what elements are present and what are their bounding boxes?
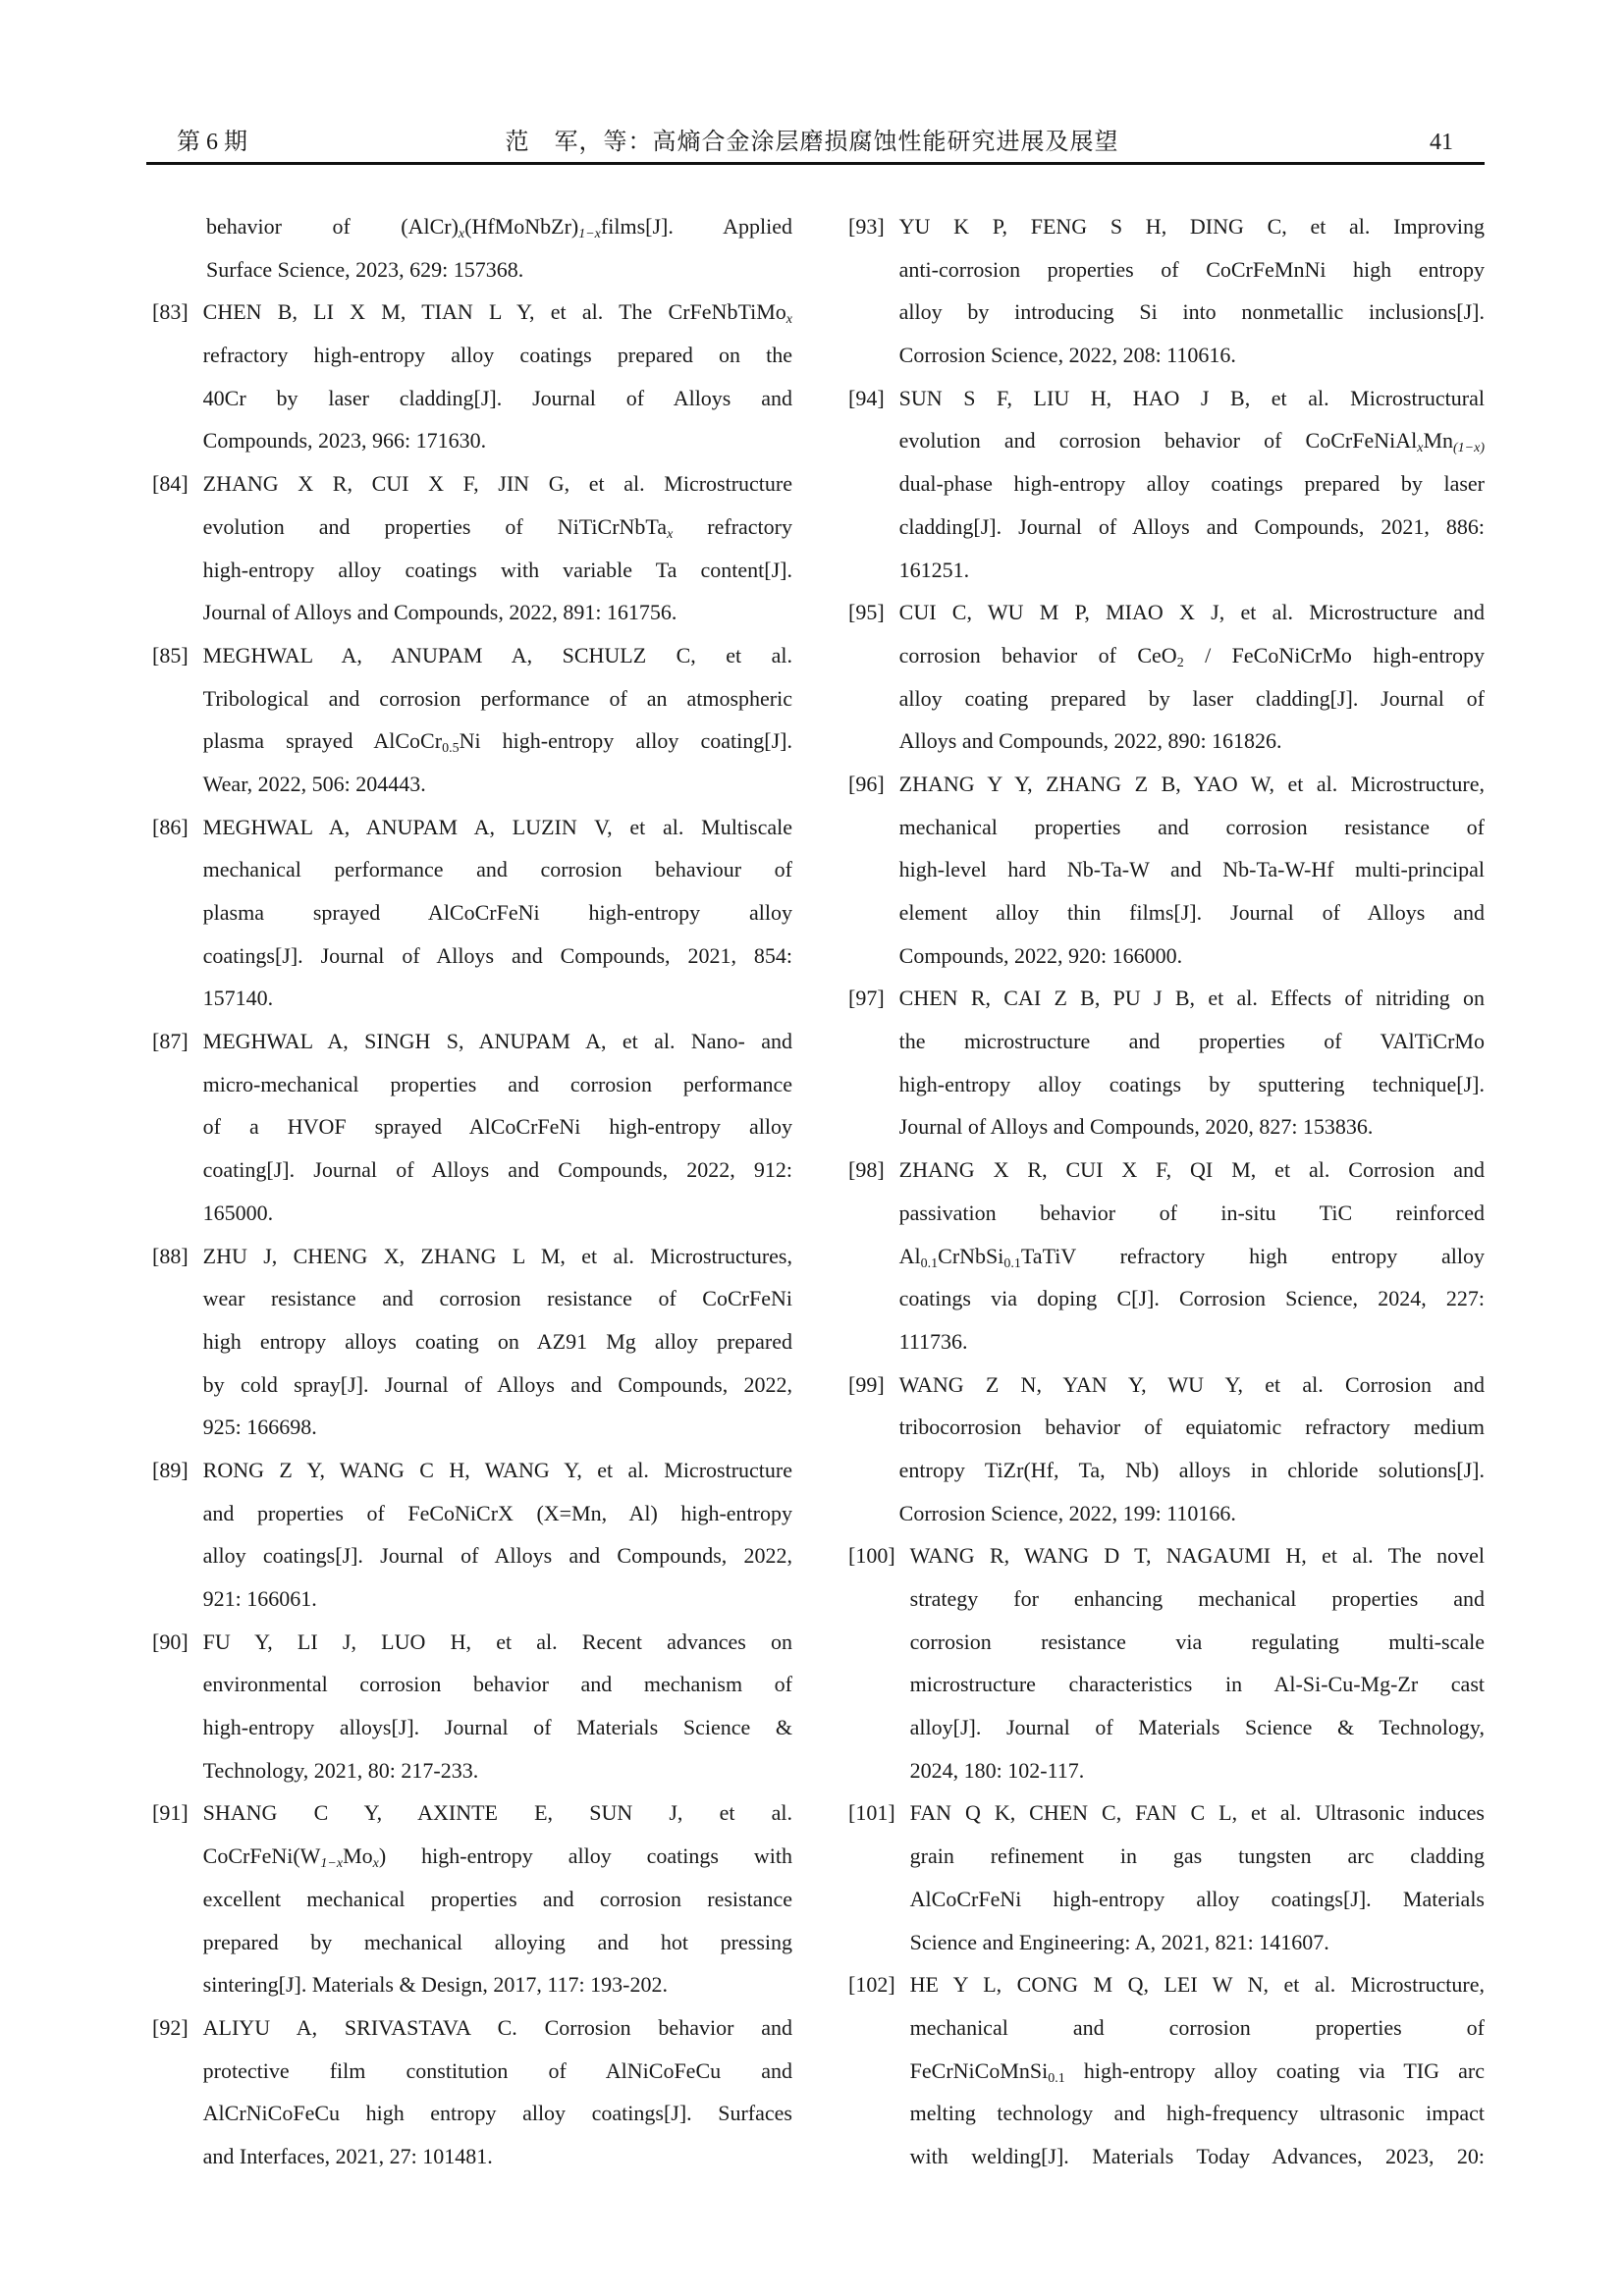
reference-list-right-column <box>848 205 1485 2178</box>
header-rule <box>146 162 1485 165</box>
text-run: corrosion resistance via regulating multi-scale <box>909 1629 1485 1654</box>
reference-entry <box>152 1020 792 1234</box>
text-run: protective film constitution of AlNiCoFeCu and <box>202 2057 792 2083</box>
reference-line <box>203 334 792 377</box>
reference-line <box>899 334 1485 377</box>
reference-line <box>203 1277 792 1320</box>
text-run: Compounds, 2023, 966: 171630. <box>202 428 487 454</box>
text-run: strategy for enhancing mechanical properties and <box>909 1586 1485 1611</box>
reference-text <box>899 591 1485 763</box>
subscript: 1−x <box>578 227 601 241</box>
text-run: 925: 166698. <box>202 1415 317 1440</box>
text-run: Ni high-entropy alloy coating[J]. <box>459 728 792 754</box>
reference-line <box>203 1020 792 1063</box>
text-run: behavior of (AlCr) <box>206 214 459 239</box>
text-run: Corrosion Science, 2022, 208: 110616. <box>898 343 1236 368</box>
reference-entry <box>848 763 1485 977</box>
reference-line <box>203 1105 792 1148</box>
reference-line <box>910 2006 1485 2050</box>
reference-line <box>910 1921 1485 1964</box>
reference-line <box>910 1663 1485 1706</box>
reference-line <box>910 2135 1485 2178</box>
reference-line <box>899 1235 1485 1278</box>
text-run: excellent mechanical properties and corrosion resistance <box>202 1886 792 1911</box>
reference-line <box>899 1320 1485 1363</box>
reference-number: [101] <box>848 1800 895 1826</box>
journal-issue: 第 6 期 <box>177 130 247 155</box>
text-run: TaTiV refractory high entropy alloy <box>1020 1243 1485 1268</box>
text-run: CoCrFeNi(W <box>202 1843 321 1869</box>
text-run: 157140. <box>202 986 274 1011</box>
running-title: 范 军，等：高熵合金涂层磨损腐蚀性能研究进展及展望 <box>505 130 1119 155</box>
text-run: passivation behavior of in-situ TiC reinforced <box>898 1200 1485 1225</box>
text-run: grain refinement in gas tungsten arc cladding <box>909 1843 1485 1869</box>
reference-line <box>899 1277 1485 1320</box>
reference-number: [85] <box>152 642 189 667</box>
reference-number: [89] <box>152 1457 189 1482</box>
reference-line <box>899 549 1485 592</box>
text-run: alloy[J]. Journal of Materials Science & Technology, <box>909 1715 1485 1740</box>
subscript: (1−x) <box>1453 441 1485 456</box>
reference-text <box>203 2006 792 2178</box>
text-run: mechanical and corrosion properties of <box>909 2014 1485 2040</box>
text-run: FeCrNiCoMnSi <box>909 2057 1049 2083</box>
reference-text <box>910 1534 1485 1791</box>
reference-line <box>203 848 792 891</box>
text-run: Corrosion Science, 2022, 199: 110166. <box>898 1500 1236 1525</box>
reference-text <box>899 977 1485 1148</box>
text-run: wear resistance and corrosion resistance of CoCrFeNi <box>202 1286 792 1311</box>
text-run: dual-phase high-entropy alloy coatings prepared by laser <box>898 471 1485 497</box>
text-run: micro-mechanical properties and corrosion performance <box>202 1071 792 1096</box>
reference-number: [83] <box>152 299 189 325</box>
reference-text <box>203 462 792 634</box>
reference-number: [97] <box>848 986 885 1011</box>
text-run: RONG Z Y, WANG C H, WANG Y, et al. Microstructure <box>202 1457 792 1482</box>
reference-entry <box>152 2006 792 2178</box>
reference-entry <box>152 1621 792 1792</box>
text-run: / FeCoNiCrMo high-entropy <box>1183 642 1485 667</box>
text-run: Wear, 2022, 506: 204443. <box>202 771 426 796</box>
reference-line <box>899 720 1485 763</box>
reference-line <box>899 891 1485 934</box>
text-run: ZHU J, CHENG X, ZHANG L M, et al. Microstructures, <box>202 1243 792 1268</box>
text-run: CrNbSi <box>938 1243 1004 1268</box>
reference-line <box>910 1835 1485 1878</box>
text-run: alloy by introducing Si into nonmetallic inclusions[J]. <box>898 299 1485 325</box>
reference-line <box>899 377 1485 420</box>
text-run: 2024, 180: 102-117. <box>909 1757 1085 1783</box>
reference-line <box>203 1706 792 1749</box>
reference-text <box>203 1235 792 1449</box>
reference-line <box>910 1791 1485 1835</box>
text-run: ZHANG Y Y, ZHANG Z B, YAO W, et al. Microstructure, <box>898 771 1485 796</box>
text-run: refractory <box>673 513 792 539</box>
reference-line <box>899 506 1485 549</box>
reference-line <box>910 1534 1485 1577</box>
reference-line <box>206 248 792 292</box>
text-run: the microstructure and properties of VAlTiCrMo <box>898 1029 1485 1054</box>
reference-text <box>910 1963 1485 2177</box>
reference-line <box>203 1406 792 1449</box>
text-run: evolution and properties of NiTiCrNbTa <box>202 513 668 539</box>
text-run: ) high-entropy alloy coatings with <box>378 1843 792 1869</box>
reference-line <box>910 1577 1485 1621</box>
reference-entry <box>152 462 792 634</box>
text-run: high-entropy alloys[J]. Journal of Materials Science & <box>202 1715 792 1740</box>
reference-text <box>203 291 792 462</box>
reference-number: [91] <box>152 1800 189 1826</box>
reference-text <box>899 377 1485 591</box>
text-run: Compounds, 2022, 920: 166000. <box>898 942 1183 968</box>
reference-line <box>203 1835 792 1878</box>
text-run: AlCoCrFeNi high-entropy alloy coatings[J]. Materials <box>909 1886 1485 1911</box>
text-run: Technology, 2021, 80: 217-233. <box>202 1757 479 1783</box>
reference-number: [86] <box>152 814 189 839</box>
reference-entry <box>152 205 792 291</box>
text-run: high-entropy alloy coating via TIG arc <box>1064 2057 1485 2083</box>
text-run: anti-corrosion properties of CoCrFeMnNi high entropy <box>898 256 1485 282</box>
reference-entry <box>848 205 1485 377</box>
text-run: 111736. <box>898 1328 968 1354</box>
reference-line <box>203 1878 792 1921</box>
reference-line <box>203 1921 792 1964</box>
subscript: x <box>372 1856 379 1872</box>
text-run: ALIYU A, SRIVASTAVA C. Corrosion behavior and <box>202 2014 792 2040</box>
reference-entry <box>848 977 1485 1148</box>
reference-line <box>910 1963 1485 2006</box>
text-run: coating[J]. Journal of Alloys and Compounds, 2022, 912: <box>202 1157 792 1183</box>
reference-line <box>203 2006 792 2050</box>
text-run: melting technology and high-frequency ultrasonic impact <box>909 2101 1485 2126</box>
text-run: element alloy thin films[J]. Journal of Alloys and <box>898 900 1485 925</box>
reference-text <box>203 634 792 806</box>
reference-line <box>203 2050 792 2093</box>
reference-line <box>203 1663 792 1706</box>
reference-entry <box>152 634 792 806</box>
reference-text <box>206 205 792 291</box>
reference-line <box>899 419 1485 462</box>
text-run: high entropy alloys coating on AZ91 Mg alloy prepared <box>202 1328 792 1354</box>
reference-line <box>203 1320 792 1363</box>
reference-text <box>899 1148 1485 1362</box>
reference-line <box>203 1749 792 1792</box>
text-run: and Interfaces, 2021, 27: 101481. <box>202 2143 493 2168</box>
text-run: 161251. <box>898 557 970 582</box>
reference-line <box>910 2050 1485 2093</box>
reference-line <box>203 1534 792 1577</box>
reference-line <box>899 462 1485 506</box>
text-run: with welding[J]. Materials Today Advances, 2023, 20: <box>909 2143 1485 2168</box>
text-run: refractory high-entropy alloy coatings prepared on the <box>202 343 792 368</box>
text-run: Journal of Alloys and Compounds, 2022, 891: 161756. <box>202 600 677 625</box>
text-run: and properties of FeCoNiCrX (X=Mn, Al) high-entropy <box>202 1500 792 1525</box>
text-run: SUN S F, LIU H, HAO J B, et al. Microstructural <box>898 385 1485 410</box>
subscript: 0.1 <box>920 1255 939 1271</box>
text-run: by cold spray[J]. Journal of Alloys and Compounds, 2022, <box>202 1371 792 1397</box>
reference-line <box>203 1148 792 1192</box>
reference-text <box>203 1020 792 1234</box>
text-run: Surface Science, 2023, 629: 157368. <box>206 256 524 282</box>
reference-number: [84] <box>152 471 189 497</box>
reference-entry <box>848 1148 1485 1362</box>
reference-line <box>203 1192 792 1235</box>
text-run: plasma sprayed AlCoCr <box>202 728 443 754</box>
reference-text <box>899 1363 1485 1535</box>
subscript: x <box>667 526 674 542</box>
text-run: 921: 166061. <box>202 1586 317 1611</box>
text-run: of a HVOF sprayed AlCoCrFeNi high-entropy alloy <box>202 1114 792 1140</box>
reference-list-left-column <box>152 205 792 2178</box>
reference-line <box>203 1449 792 1492</box>
reference-line <box>910 1749 1485 1792</box>
text-run: mechanical performance and corrosion behaviour of <box>202 857 792 882</box>
reference-number: [93] <box>848 214 885 239</box>
reference-line <box>203 1963 792 2006</box>
reference-line <box>899 806 1485 849</box>
reference-line <box>203 1621 792 1664</box>
text-run: high-level hard Nb-Ta-W and Nb-Ta-W-Hf multi-principal <box>898 857 1485 882</box>
reference-entry <box>848 591 1485 763</box>
reference-line <box>203 763 792 806</box>
reference-line <box>203 634 792 677</box>
reference-line <box>203 377 792 420</box>
text-run: ZHANG X R, CUI X F, QI M, et al. Corrosion and <box>898 1157 1485 1183</box>
reference-text <box>203 1791 792 2005</box>
reference-entry <box>152 1235 792 1449</box>
reference-entry <box>848 1963 1485 2177</box>
text-run: SHANG C Y, AXINTE E, SUN J, et al. <box>202 1800 792 1826</box>
reference-number: [102] <box>848 1972 895 1998</box>
reference-line <box>203 462 792 506</box>
subscript: x <box>785 312 792 328</box>
reference-line <box>899 1105 1485 1148</box>
reference-line <box>899 848 1485 891</box>
text-run: alloy coating prepared by laser cladding[J]. Journal of <box>898 685 1485 711</box>
text-run: Science and Engineering: A, 2021, 821: 141607. <box>909 1929 1329 1954</box>
reference-line <box>203 1363 792 1407</box>
reference-text <box>203 1449 792 1621</box>
reference-text <box>899 763 1485 977</box>
reference-entry <box>152 291 792 462</box>
text-run: YU K P, FENG S H, DING C, et al. Improving <box>898 214 1485 239</box>
text-run: FU Y, LI J, LUO H, et al. Recent advances on <box>202 1629 792 1654</box>
reference-line <box>899 1063 1485 1106</box>
text-run: Mn <box>1423 428 1453 454</box>
text-run: Al <box>898 1243 921 1268</box>
reference-line <box>203 677 792 721</box>
text-run: CHEN B, LI X M, TIAN L Y, et al. The CrFeNbTiMo <box>202 299 786 325</box>
reference-line <box>899 1020 1485 1063</box>
reference-line <box>203 591 792 634</box>
reference-line <box>899 205 1485 248</box>
reference-entry <box>848 1791 1485 1963</box>
subscript: 0.1 <box>1003 1255 1021 1271</box>
subscript: 0.5 <box>442 741 460 757</box>
text-run: mechanical properties and corrosion resistance of <box>898 814 1485 839</box>
reference-line <box>206 205 792 248</box>
reference-entry <box>152 1449 792 1621</box>
subscript: 1−x <box>320 1856 344 1872</box>
subscript: x <box>1417 441 1424 456</box>
page-number: 41 <box>1430 130 1453 155</box>
text-run: CHEN R, CAI Z B, PU J B, et al. Effects of nitriding on <box>898 986 1485 1011</box>
reference-line <box>203 720 792 763</box>
reference-line <box>899 677 1485 721</box>
text-run: microstructure characteristics in Al-Si-Cu-Mg-Zr cast <box>909 1672 1485 1697</box>
reference-line <box>203 934 792 978</box>
text-run: evolution and corrosion behavior of CoCrFeNiAl <box>898 428 1418 454</box>
reference-line <box>910 1878 1485 1921</box>
reference-number: [99] <box>848 1371 885 1397</box>
text-run: plasma sprayed AlCoCrFeNi high-entropy alloy <box>202 900 792 925</box>
reference-number: [92] <box>152 2014 189 2040</box>
reference-line <box>203 1063 792 1106</box>
text-run: Tribological and corrosion performance of an atmospheric <box>202 685 792 711</box>
text-run: Alloys and Compounds, 2022, 890: 161826. <box>898 728 1282 754</box>
reference-line <box>899 291 1485 334</box>
reference-line <box>203 1791 792 1835</box>
reference-line <box>203 2135 792 2178</box>
text-run: corrosion behavior of CeO <box>898 642 1177 667</box>
text-run: AlCrNiCoFeCu high entropy alloy coatings[J]. Surfaces <box>202 2101 792 2126</box>
text-run: CUI C, WU M P, MIAO X J, et al. Microstructure and <box>898 600 1485 625</box>
reference-line <box>910 1706 1485 1749</box>
reference-entry <box>848 377 1485 591</box>
reference-line <box>203 977 792 1020</box>
reference-line <box>899 634 1485 677</box>
text-run: alloy coatings[J]. Journal of Alloys and Compounds, 2022, <box>202 1543 792 1569</box>
reference-number: [95] <box>848 600 885 625</box>
reference-line <box>910 1621 1485 1664</box>
text-run: MEGHWAL A, ANUPAM A, SCHULZ C, et al. <box>202 642 792 667</box>
text-run: 40Cr by laser cladding[J]. Journal of Alloys and <box>202 385 792 410</box>
reference-text <box>203 806 792 1020</box>
text-run: MEGHWAL A, SINGH S, ANUPAM A, et al. Nano- and <box>202 1029 792 1054</box>
text-run: films[J]. Applied <box>600 214 792 239</box>
text-run: Journal of Alloys and Compounds, 2020, 827: 153836. <box>898 1114 1374 1140</box>
reference-number: [100] <box>848 1543 895 1569</box>
reference-line <box>910 2092 1485 2135</box>
reference-line <box>203 1492 792 1535</box>
reference-line <box>203 419 792 462</box>
reference-line <box>899 1492 1485 1535</box>
text-run: coatings via doping C[J]. Corrosion Science, 2024, 227: <box>898 1286 1485 1311</box>
text-run: ZHANG X R, CUI X F, JIN G, et al. Microstructure <box>202 471 792 497</box>
reference-text <box>899 205 1485 377</box>
reference-line <box>899 1192 1485 1235</box>
text-run: high-entropy alloy coatings with variable Ta content[J]. <box>202 557 792 582</box>
reference-text <box>910 1791 1485 1963</box>
text-run: prepared by mechanical alloying and hot pressing <box>202 1929 792 1954</box>
subscript: x <box>458 227 465 241</box>
reference-line <box>899 977 1485 1020</box>
reference-entry <box>848 1534 1485 1791</box>
reference-number: [96] <box>848 771 885 796</box>
text-run: sintering[J]. Materials & Design, 2017, 117: 193-202. <box>202 1972 668 1998</box>
text-run: high-entropy alloy coatings by sputtering technique[J]. <box>898 1071 1485 1096</box>
reference-line <box>899 1449 1485 1492</box>
text-run: coatings[J]. Journal of Alloys and Compounds, 2021, 854: <box>202 942 792 968</box>
reference-line <box>203 806 792 849</box>
reference-line <box>899 1406 1485 1449</box>
text-run: WANG R, WANG D T, NAGAUMI H, et al. The novel <box>909 1543 1485 1569</box>
text-run: entropy TiZr(Hf, Ta, Nb) alloys in chloride solutions[J]. <box>898 1457 1485 1482</box>
text-run: Mo <box>343 1843 373 1869</box>
reference-entry <box>152 806 792 1020</box>
text-run: WANG Z N, YAN Y, WU Y, et al. Corrosion and <box>898 1371 1485 1397</box>
reference-line <box>203 1577 792 1621</box>
reference-number: [87] <box>152 1029 189 1054</box>
subscript: 0.1 <box>1048 2070 1065 2086</box>
reference-entry <box>848 1363 1485 1535</box>
reference-number: [94] <box>848 385 885 410</box>
reference-line <box>203 891 792 934</box>
text-run: 165000. <box>202 1200 274 1225</box>
reference-line <box>203 291 792 334</box>
reference-line <box>899 591 1485 634</box>
reference-line <box>203 549 792 592</box>
text-run: MEGHWAL A, ANUPAM A, LUZIN V, et al. Multiscale <box>202 814 792 839</box>
text-run: HE Y L, CONG M Q, LEI W N, et al. Microstructure, <box>909 1972 1485 1998</box>
reference-line <box>203 1235 792 1278</box>
reference-number: [90] <box>152 1629 189 1654</box>
reference-entry <box>152 1791 792 2005</box>
reference-number: [98] <box>848 1157 885 1183</box>
reference-number: [88] <box>152 1243 189 1268</box>
reference-line <box>203 506 792 549</box>
reference-line <box>899 934 1485 978</box>
text-run: environmental corrosion behavior and mechanism of <box>202 1672 792 1697</box>
subscript: 2 <box>1176 655 1184 670</box>
reference-line <box>899 248 1485 292</box>
text-run: FAN Q K, CHEN C, FAN C L, et al. Ultrasonic induces <box>909 1800 1485 1826</box>
text-run: cladding[J]. Journal of Alloys and Compounds, 2021, 886: <box>898 513 1485 539</box>
reference-line <box>899 1148 1485 1192</box>
text-run: tribocorrosion behavior of equiatomic refractory medium <box>898 1415 1485 1440</box>
reference-line <box>899 1363 1485 1407</box>
reference-text <box>203 1621 792 1792</box>
text-run: (HfMoNbZr) <box>464 214 579 239</box>
reference-line <box>203 2092 792 2135</box>
reference-line <box>899 763 1485 806</box>
